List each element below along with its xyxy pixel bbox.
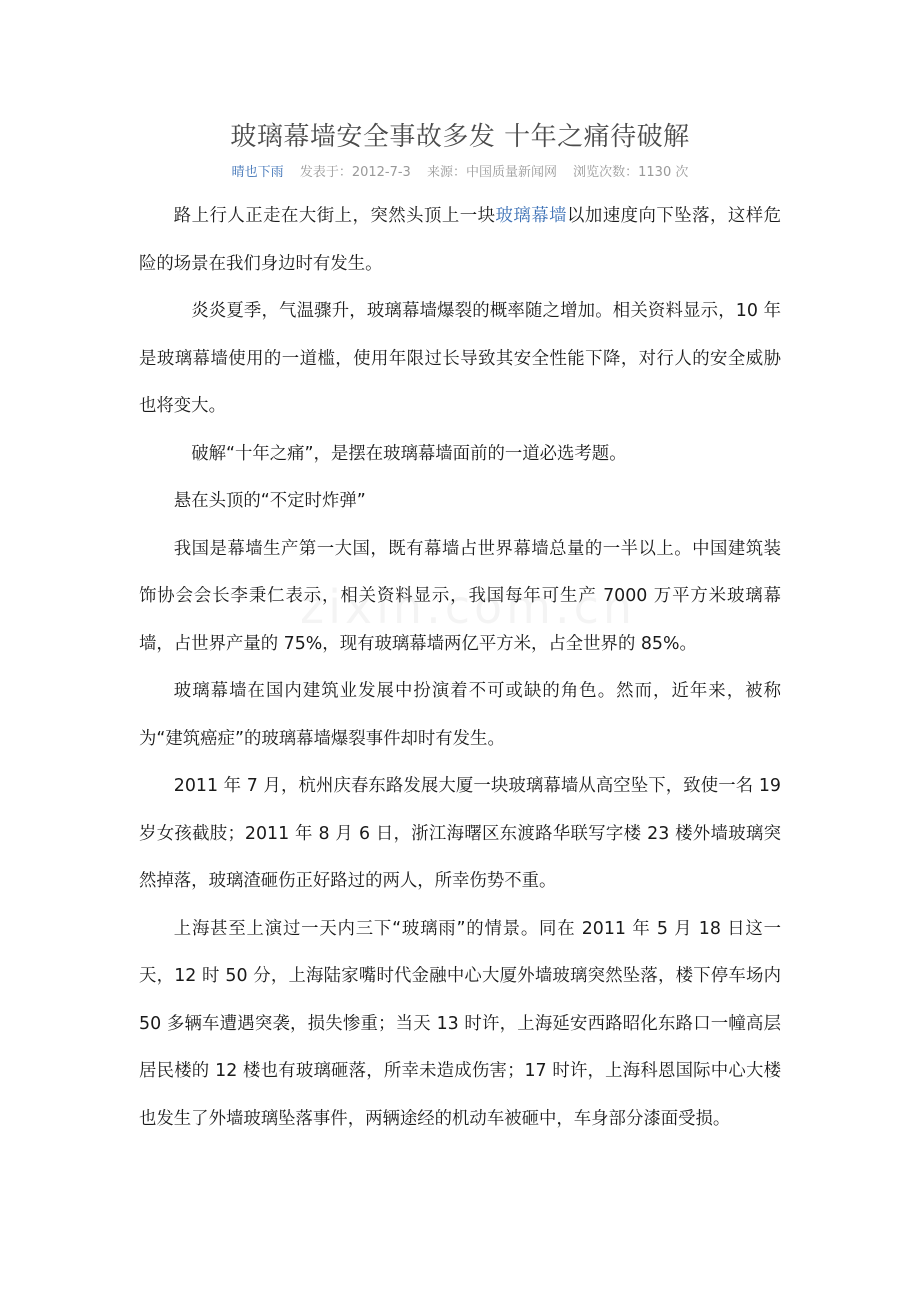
- section-heading: 悬在头顶的“不定时炸弹”: [173, 491, 366, 511]
- paragraph-1: [139, 193, 781, 288]
- glass-curtain-wall-link[interactable]: 玻璃幕墙: [495, 206, 567, 226]
- publish-date: 发表于：2012-7-3: [299, 165, 411, 180]
- article-body: [139, 193, 781, 1143]
- paragraph-4: 我国是幕墙生产第一大国，既有幕墙占世界幕墙总量的一半以上。中国建筑装饰协会会长李秉仁表示，相关资料显示，我国每年可生产 7000 万平方米玻璃幕墙，占世界产量的 75%，现有玻璃幕墙两亿平方米，占全世界的 85%。: [139, 538, 781, 654]
- article-source: 来源：中国质量新闻网: [426, 165, 557, 180]
- paragraph-3: 破解“十年之痛”，是摆在玻璃幕墙面前的一道必选考题。: [191, 443, 627, 464]
- view-count: 浏览次数：1130 次: [573, 165, 689, 180]
- paragraph-2: 炎炎夏季，气温骤升，玻璃幕墙爆裂的概率随之增加。相关资料显示，10 年是玻璃幕墙使用的一道槛，使用年限过长导致其安全性能下降，对行人的安全威胁也将变大。: [139, 301, 781, 416]
- article-meta: [0, 163, 920, 183]
- author-link[interactable]: 晴也下雨: [231, 165, 284, 180]
- paragraph-7: 上海甚至上演过一天内三下“玻璃雨”的情景。同在 2011 年 5 月 18 日这一天，12 时 50 分，上海陆家嘴时代金融中心大厦外墙玻璃突然坠落，楼下停车场内 50 多辆车遭遇突袭，损失惨重；当天 13 时许，上海延安西路昭化东路口一幢高层居民楼的 12 楼也有玻璃砸落，所幸未造成伤害；17 时许，上海科恩国际中心大楼也发生了外墙玻璃坠落事件，两辆途经的机动车被砸中，车身部分漆面受损。: [139, 918, 781, 1129]
- paragraph-5: 玻璃幕墙在国内建筑业发展中扮演着不可或缺的角色。然而，近年来，被称为“建筑癌症”的玻璃幕墙爆裂事件却时有发生。: [139, 681, 781, 749]
- paragraph-1-text-after: 以加速度向下坠落，这样危险的场景在我们身边时有发生。: [139, 206, 781, 274]
- article-title: 玻璃幕墙安全事故多发 十年之痛待破解: [230, 122, 690, 152]
- paragraph-1-text-before: 路上行人正走在大街上，突然头顶上一块: [173, 206, 496, 226]
- paragraph-6: 2011 年 7 月，杭州庆春东路发展大厦一块玻璃幕墙从高空坠下，致使一名 19 岁女孩截肢；2011 年 8 月 6 日，浙江海曙区东渡路华联写字楼 23 楼外墙玻璃突然掉落，玻璃渣砸伤正好路过的两人，所幸伤势不重。: [139, 776, 781, 891]
